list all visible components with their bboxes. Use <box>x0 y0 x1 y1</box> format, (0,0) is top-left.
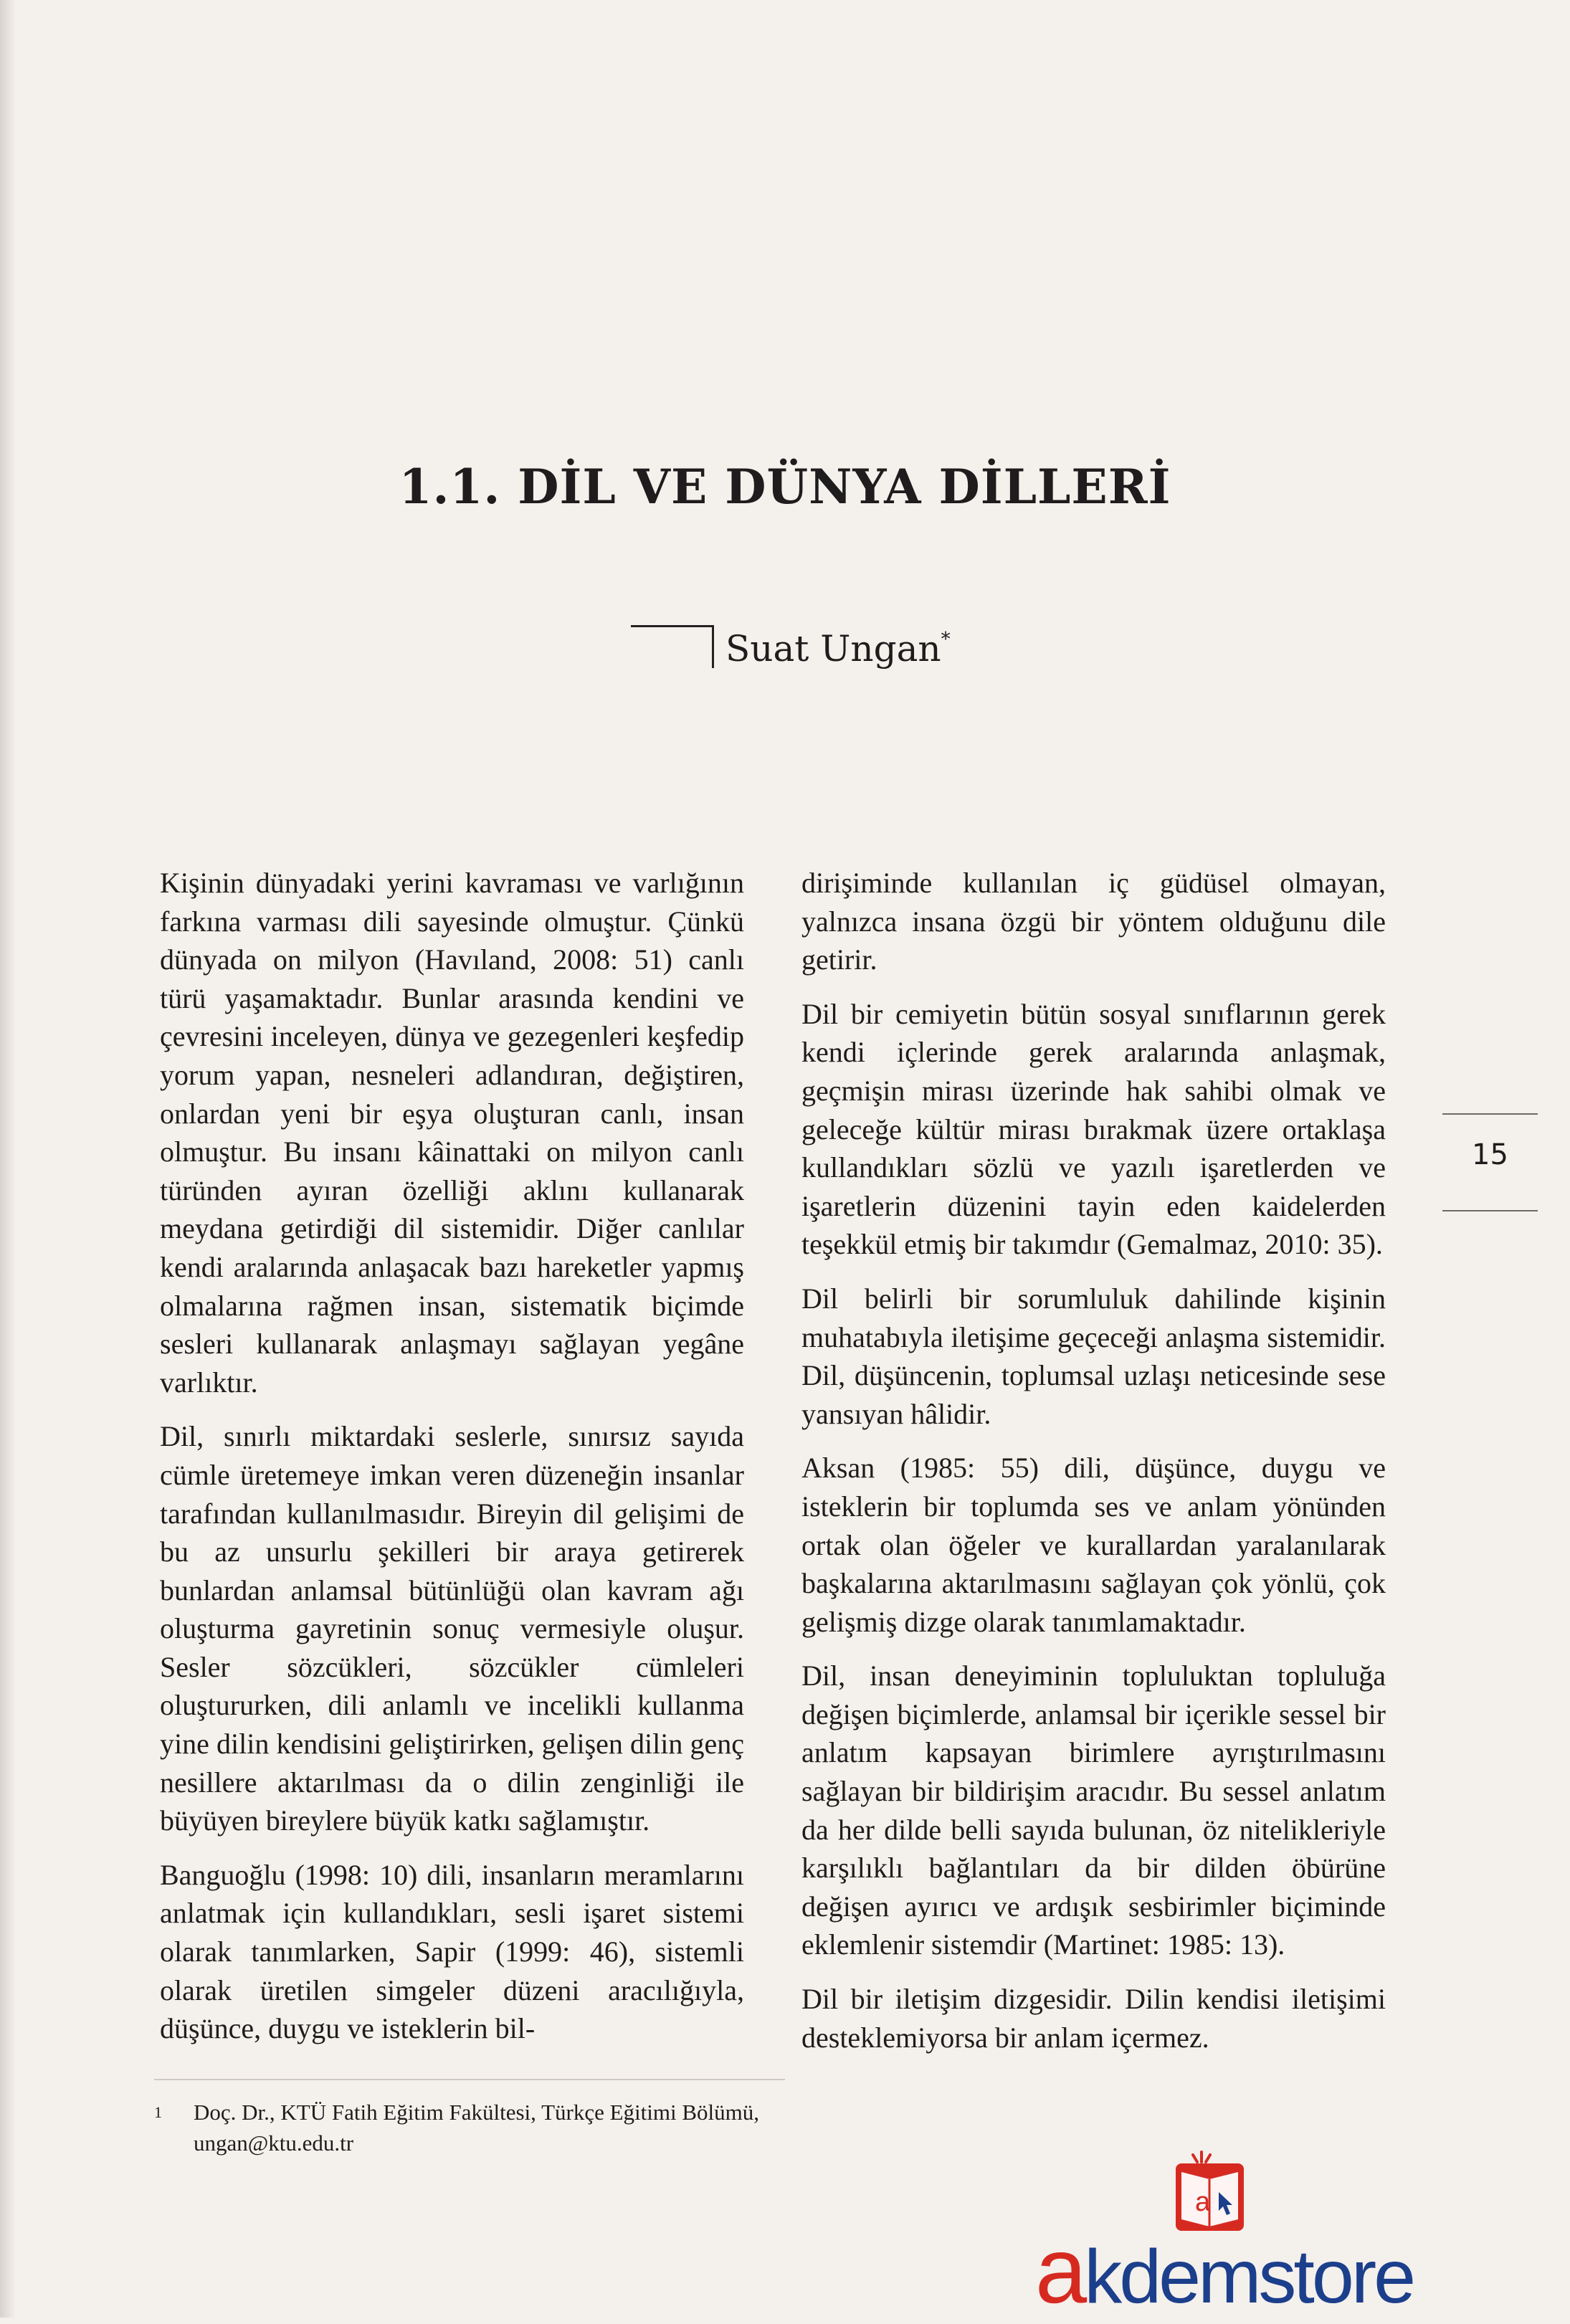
page-number-rule-top <box>1442 1113 1538 1115</box>
author-rule-tick <box>712 625 714 668</box>
paragraph: Dil bir iletişim dizgesidir. Dilin kendisi iletişimi desteklemiyorsa bir anlam içermez. <box>801 1983 1386 2054</box>
footnote-separator <box>154 2079 785 2080</box>
footnote-text: Doç. Dr., KTÜ Fatih Eğitim Fakültesi, Türkçe Eğitimi Bölümü, ungan@ktu.edu.tr <box>194 2100 760 2156</box>
paragraph: Dil bir cemiyetin bütün sosyal sınıflarının gerek kendi içlerinde gerek aralarında anlaşmak, geçmişin mirası üzerinde hak sahibi olmak ve geleceğe kültür mirası bırakmak üzere ortaklaşa kullandıkları sözlü ve yazılı işaretlerden ve işaretlerin düzenini tayin eden kaidelerden teşekkül etmiş bir takımdır (Gemalmaz, 2010: 35). <box>801 997 1386 1261</box>
author-name-text: Suat Ungan <box>725 628 941 670</box>
logo-wordmark <box>1029 2216 1419 2324</box>
author-name <box>725 628 951 670</box>
right-text-column <box>801 864 1386 2072</box>
left-text-column <box>160 864 744 2064</box>
paragraph: Dil belirli bir sorumluluk dahilinde kişinin muhatabıyla iletişime geçeceği anlaşma sistemidir. Dil, düşüncenin, toplumsal uzlaşı neticesinde sese yansıyan hâlidir. <box>801 1282 1386 1430</box>
author-footnote-mark: * <box>941 629 951 650</box>
paragraph: Aksan (1985: 55) dili, düşünce, duygu ve isteklerin bir toplumda ses ve anlam yönünden ortak olan öğeler ve kurallardan yaralanılarak başkalarına aktarılmasını sağlayan çok yönlü, çok gelişmiş dizge olarak tanımlamaktadır. <box>801 1452 1386 1638</box>
logo-wordmark-rest: kdemstore <box>1084 2234 1414 2319</box>
paragraph: Kişinin dünyadaki yerini kavraması ve varlığının farkına varması dili sayesinde olmuştur. Çünkü dünyada on milyon (Havıland, 2008: 51) canlı türü yaşamaktadır. Bunlar arasında kendini ve çevresini inceleyen, dünya ve gezegenleri keşfedip yorum yapan, nesneleri adlandıran, değiştiren, onlardan yeni bir eşya oluşturan canlı, insan olmuştur. Bu insanı kâinattaki on milyon canlı türünden ayıran özelliği aklını kullanarak meydana getirdiği dil sistemidir. Diğer canlılar kendi aralarında anlaşacak bazı hareketler yapmış olmalarına rağmen insan, sistematik biçimde sesleri kullanarak anlaşmayı sağlayan yegâne varlıktır. <box>160 867 744 1399</box>
page-number-rule-bottom <box>1442 1210 1538 1211</box>
paragraph: Dil, sınırlı miktardaki seslerle, sınırsız sayıda cümle üretemeye imkan veren düzeneğin insanlar tarafından kullanılmasıdır. Bireyin dil gelişimi de bu az unsurlu şekilleri bir araya getirerek bunlardan anlamsal bütünlüğü olan kavram ağı oluşturma gayretinin sonuç vermesiyle oluşur. Sesler sözcükleri, sözcükler cümleleri oluştururken, dili anlamlı ve incelikli kullanma yine dilin kendisini geliştirirken, gelişen dilin genç nesillere aktarılması da o dilin zenginliği ile büyüyen bireylere büyük katkı sağlamıştır. <box>160 1420 744 1837</box>
paragraph: Dil, insan deneyiminin topluluktan topluluğa değişen biçimlerde, anlamsal bir içerikle sessel bir anlatım kapsayan birimlere ayrıştırılmasını sağlayan bir bildirişim aracıdır. Bu sessel anlatım da her dilde belli sayıda bulunan, öz nitelikleriyle karşılıklı bağlantıları da bir dilden öbürüne değişen ayırıcı ve ardışık sesbirimler biçiminde eklemlenir sistemdir (Martinet: 1985: 13). <box>801 1659 1386 1961</box>
page-edge-shadow <box>0 0 16 2318</box>
author-rule <box>631 625 713 627</box>
page-number: 15 <box>1472 1138 1508 1171</box>
footnote <box>154 2097 785 2158</box>
chapter-title: 1.1. DİL VE DÜNYA DİLLERİ <box>399 459 1171 515</box>
logo-wordmark-a: a <box>1034 2218 1085 2323</box>
footnote-number: 1 <box>154 2103 162 2121</box>
watermark-logo <box>1018 2151 1419 2323</box>
paragraph: dirişiminde kullanılan iç güdüsel olmayan, yalnızca insana özgü bir yöntem olduğunu dile getirir. <box>801 867 1386 976</box>
logo-icon-letter: a <box>1195 2187 1211 2217</box>
paragraph: Banguoğlu (1998: 10) dili, insanların meramlarını anlatmak için kullandıkları, sesli işaret sistemi olarak tanımlarken, Sapir (1999: 46), sistemli olarak üretilen simgeler düzeni aracılığıyla, düşünce, duygu ve isteklerin bil- <box>160 1858 744 2045</box>
